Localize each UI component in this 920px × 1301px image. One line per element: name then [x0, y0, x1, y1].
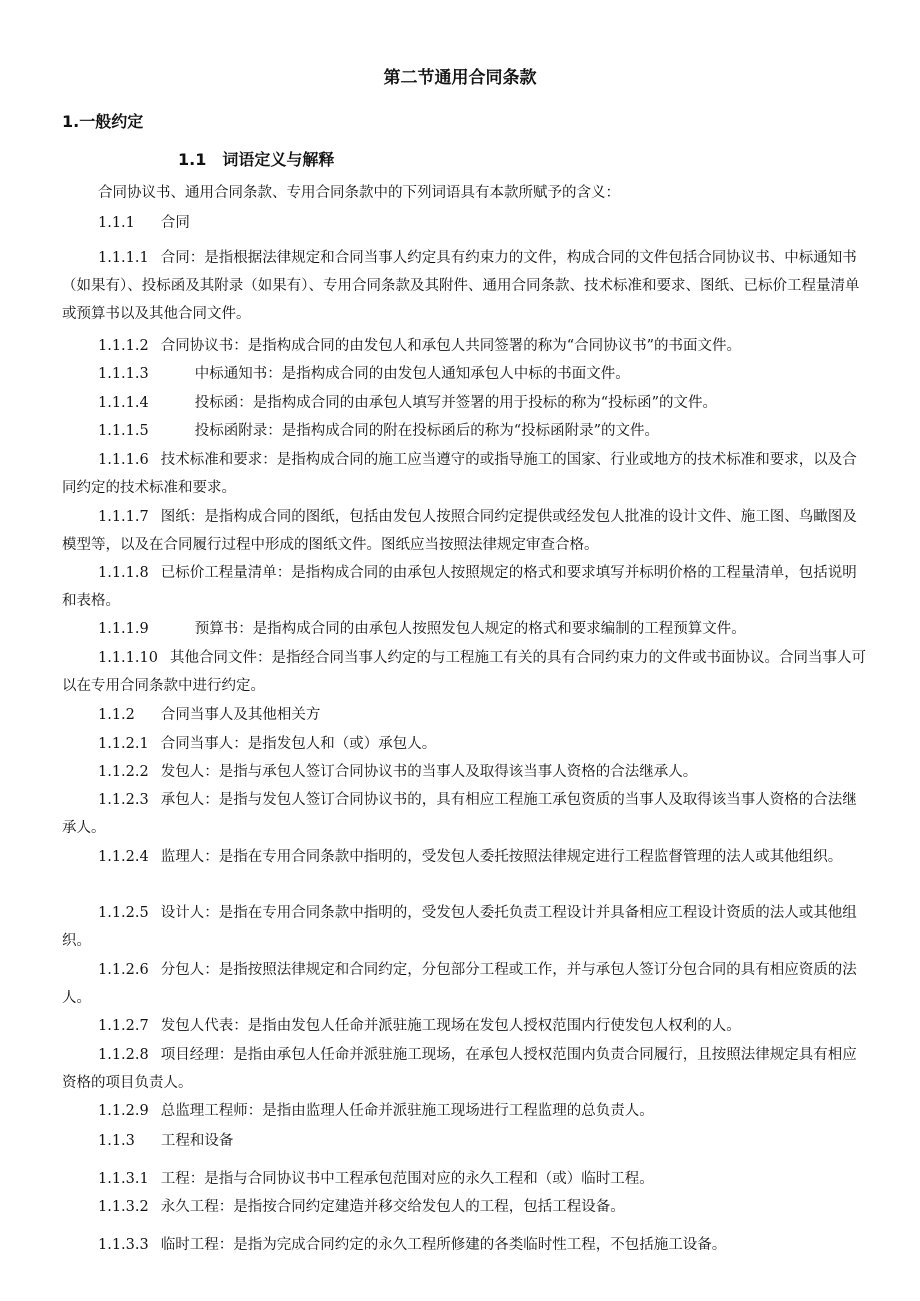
clause-number: 1.1.1.2	[98, 338, 149, 354]
paragraph-text: 图纸：是指构成合同的图纸，包括由发包人按照合同约定提供或经发包人批准的设计文件、施工图、鸟瞰图及模型等，以及在合同履行过程中形成的图纸文件。图纸应当按照法律规定审查合格。	[62, 509, 857, 553]
clause-number: 1.1.1	[98, 215, 135, 231]
clause-number: 1.1.2.6	[98, 962, 149, 978]
paragraph-text: 总监理工程师：是指由监理人任命并派驻施工现场进行工程监理的总负责人。	[160, 1103, 654, 1119]
paragraph	[62, 786, 870, 842]
paragraph-text: 临时工程：是指为完成合同约定的永久工程所修建的各类临时性工程，不包括施工设备。	[160, 1237, 727, 1253]
paragraph-text: 监理人：是指在专用合同条款中指明的，受发包人委托按照法律规定进行工程监督管理的法人或其他组织。	[160, 849, 843, 865]
clause-number: 1.1.2.3	[98, 792, 149, 808]
clause-number: 1.1.3.2	[98, 1199, 149, 1215]
paragraph-text: 预算书：是指构成合同的由承包人按照发包人规定的格式和要求编制的工程预算文件。	[194, 621, 746, 637]
clause-number: 1.1.1.9	[98, 621, 149, 637]
clause-number: 1.1.2.8	[98, 1047, 149, 1063]
section-heading-1: 1.一般约定	[62, 112, 144, 131]
paragraph	[62, 956, 870, 1012]
paragraph-text: 投标函：是指构成合同的由承包人填写并签署的用于投标的称为“投标函”的文件。	[194, 395, 718, 411]
clause-number: 1.1.2.9	[98, 1103, 149, 1119]
paragraph-text: 合同当事人：是指发包人和（或）承包人。	[160, 736, 437, 752]
clause-number: 1.1.3.3	[98, 1237, 149, 1253]
paragraph-text: 合同	[160, 215, 190, 231]
paragraph-text: 合同协议书、通用合同条款、专用合同条款中的下列词语具有本款所赋予的含义：	[98, 185, 620, 201]
clause-number: 1.1.1.5	[98, 423, 149, 439]
paragraph	[62, 360, 870, 388]
paragraph	[62, 1012, 870, 1040]
paragraph	[62, 899, 870, 955]
paragraph-text: 合同协议书：是指构成合同的由发包人和承包人共同签署的称为“合同协议书”的书面文件。	[160, 338, 742, 354]
paragraph-text: 工程和设备	[160, 1133, 234, 1149]
paragraph-text: 发包人代表：是指由发包人任命并派驻施工现场在发包人授权范围内行使发包人权利的人。	[160, 1018, 741, 1034]
paragraph	[62, 1041, 870, 1097]
clause-number: 1.1.1.6	[98, 452, 149, 468]
clause-number: 1.1.1.1	[98, 250, 149, 266]
clause-number: 1.1.1.10	[98, 650, 158, 666]
paragraph	[62, 615, 870, 643]
paragraph	[62, 389, 870, 417]
clause-number: 1.1.3.1	[98, 1171, 149, 1187]
paragraph	[62, 1127, 870, 1155]
paragraph	[62, 644, 870, 700]
paragraph-text: 投标函附录：是指构成合同的附在投标函后的称为“投标函附录”的文件。	[194, 423, 660, 439]
paragraph-text: 已标价工程量清单：是指构成合同的由承包人按照规定的格式和要求填写并标明价格的工程量清单，包括说明和表格。	[62, 565, 857, 609]
section-heading-1-1: 1.1 词语定义与解释	[178, 150, 335, 169]
clause-number: 1.1.2.5	[98, 905, 149, 921]
paragraph	[62, 1231, 870, 1259]
clause-number: 1.1.2.2	[98, 764, 149, 780]
paragraph	[62, 843, 870, 871]
paragraph	[62, 503, 870, 559]
paragraph	[62, 446, 870, 502]
clause-number: 1.1.2.7	[98, 1018, 149, 1034]
paragraph-text: 技术标准和要求：是指构成合同的施工应当遵守的或指导施工的国家、行业或地方的技术标准和要求，以及合同约定的技术标准和要求。	[62, 452, 857, 496]
paragraph	[62, 559, 870, 615]
paragraph	[62, 1193, 870, 1221]
paragraph	[62, 332, 870, 360]
clause-number: 1.1.1.4	[98, 395, 149, 411]
paragraph-text: 分包人：是指按照法律规定和合同约定，分包部分工程或工作，并与承包人签订分包合同的具有相应资质的法人。	[62, 962, 857, 1006]
page-title: 第二节通用合同条款	[383, 68, 537, 88]
paragraph-text: 中标通知书：是指构成合同的由发包人通知承包人中标的书面文件。	[194, 366, 630, 382]
paragraph-text: 工程：是指与合同协议书中工程承包范围对应的永久工程和（或）临时工程。	[160, 1171, 654, 1187]
clause-number: 1.1.1.8	[98, 565, 149, 581]
paragraph-text: 合同当事人及其他相关方	[160, 707, 321, 723]
paragraph-text: 其他合同文件：是指经合同当事人约定的与工程施工有关的具有合同约束力的文件或书面协议。合同当事人可以在专用合同条款中进行约定。	[62, 650, 866, 694]
clause-number: 1.1.1.7	[98, 509, 149, 525]
clause-number: 1.1.1.3	[98, 366, 149, 382]
paragraph	[62, 701, 870, 729]
clause-number: 1.1.2	[98, 707, 135, 723]
paragraph-text: 设计人：是指在专用合同条款中指明的，受发包人委托负责工程设计并具备相应工程设计资质的法人或其他组织。	[62, 905, 857, 949]
paragraph	[62, 758, 870, 786]
paragraph-text: 永久工程：是指按合同约定建造并移交给发包人的工程，包括工程设备。	[160, 1199, 625, 1215]
paragraph	[62, 209, 870, 237]
paragraph-text: 合同：是指根据法律规定和合同当事人约定具有约束力的文件，构成合同的文件包括合同协议书、中标通知书（如果有）、投标函及其附录（如果有）、专用合同条款及其附件、通用合同条款、技术标准和要求、图纸、已标价工程量清单或预算书以及其他合同文件。	[62, 250, 860, 322]
paragraph	[62, 1097, 870, 1125]
paragraph-text: 发包人：是指与承包人签订合同协议书的当事人及取得该当事人资格的合法继承人。	[160, 764, 698, 780]
paragraph	[62, 179, 870, 207]
paragraph	[62, 1165, 870, 1193]
paragraph	[62, 730, 870, 758]
paragraph	[62, 417, 870, 445]
clause-number: 1.1.2.1	[98, 736, 149, 752]
clause-number: 1.1.2.4	[98, 849, 149, 865]
clause-number: 1.1.3	[98, 1133, 135, 1149]
paragraph-text: 承包人：是指与发包人签订合同协议书的，具有相应工程施工承包资质的当事人及取得该当事人资格的合法继承人。	[62, 792, 857, 836]
paragraph	[62, 244, 870, 328]
paragraph-text: 项目经理：是指由承包人任命并派驻施工现场，在承包人授权范围内负责合同履行，且按照法律规定具有相应资格的项目负责人。	[62, 1047, 857, 1091]
